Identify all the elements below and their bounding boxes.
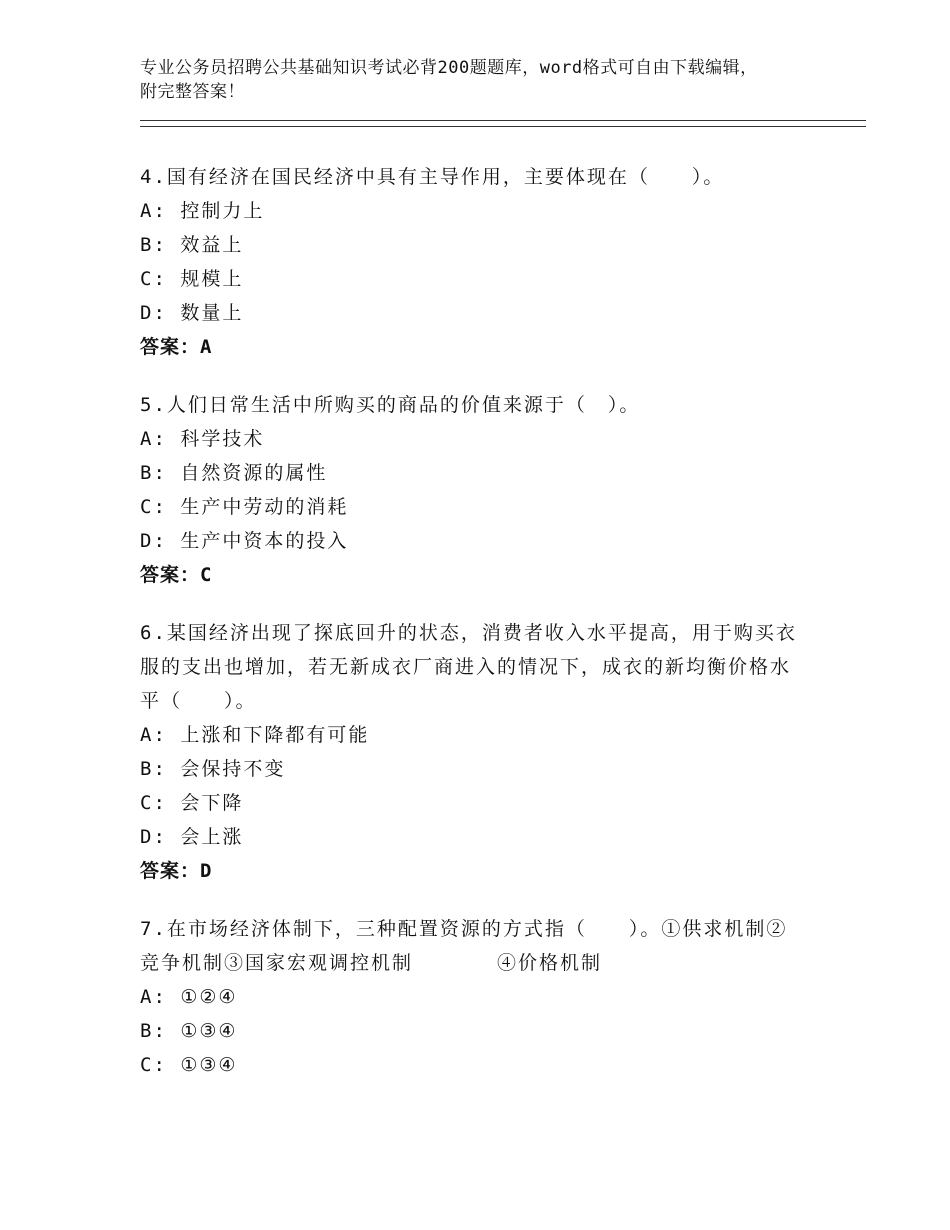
- option-d: D: 会上涨: [140, 826, 244, 848]
- option-c: C: ①③④: [140, 1054, 238, 1076]
- option-d: D: 生产中资本的投入: [140, 530, 349, 552]
- option-b: B: 自然资源的属性: [140, 462, 328, 484]
- answer-label: 答案：C: [140, 564, 213, 586]
- header-title-line1: 专业公务员招聘公共基础知识考试必背200题题库，word格式可自由下载编辑，: [140, 58, 758, 78]
- question-4: [140, 160, 800, 364]
- option-a: A: 科学技术: [140, 428, 265, 450]
- option-d: D: 数量上: [140, 302, 244, 324]
- option-b: B: 会保持不变: [140, 758, 286, 780]
- header-title-line2: 附完整答案！: [140, 82, 245, 102]
- question-list: [140, 160, 800, 1106]
- option-c: C: 规模上: [140, 268, 244, 290]
- question-6: [140, 616, 800, 888]
- option-b: B: 效益上: [140, 234, 244, 256]
- option-a: A: 上涨和下降都有可能: [140, 724, 370, 746]
- question-7: [140, 912, 800, 1082]
- question-5: [140, 388, 800, 592]
- question-stem: 4.国有经济在国民经济中具有主导作用，主要体现在（ ）。: [140, 166, 725, 188]
- option-c: C: 生产中劳动的消耗: [140, 496, 349, 518]
- header-double-rule: [140, 120, 866, 127]
- option-c: C: 会下降: [140, 792, 244, 814]
- question-stem: 5.人们日常生活中所购买的商品的价值来源于（ ）。: [140, 394, 641, 416]
- question-stem: 7.在市场经济体制下，三种配置资源的方式指（ ）。①供求机制②竞争机制③国家宏观调控机制 ④价格机制: [140, 918, 788, 974]
- document-header: [140, 56, 840, 104]
- option-a: A: 控制力上: [140, 200, 265, 222]
- answer-label: 答案：D: [140, 860, 213, 882]
- question-stem: 6.某国经济出现了探底回升的状态，消费者收入水平提高，用于购买衣服的支出也增加，若无新成衣厂商进入的情况下，成衣的新均衡价格水平（ ）。: [140, 622, 797, 712]
- option-a: A: ①②④: [140, 986, 238, 1008]
- answer-label: 答案：A: [140, 336, 213, 358]
- option-b: B: ①③④: [140, 1020, 238, 1042]
